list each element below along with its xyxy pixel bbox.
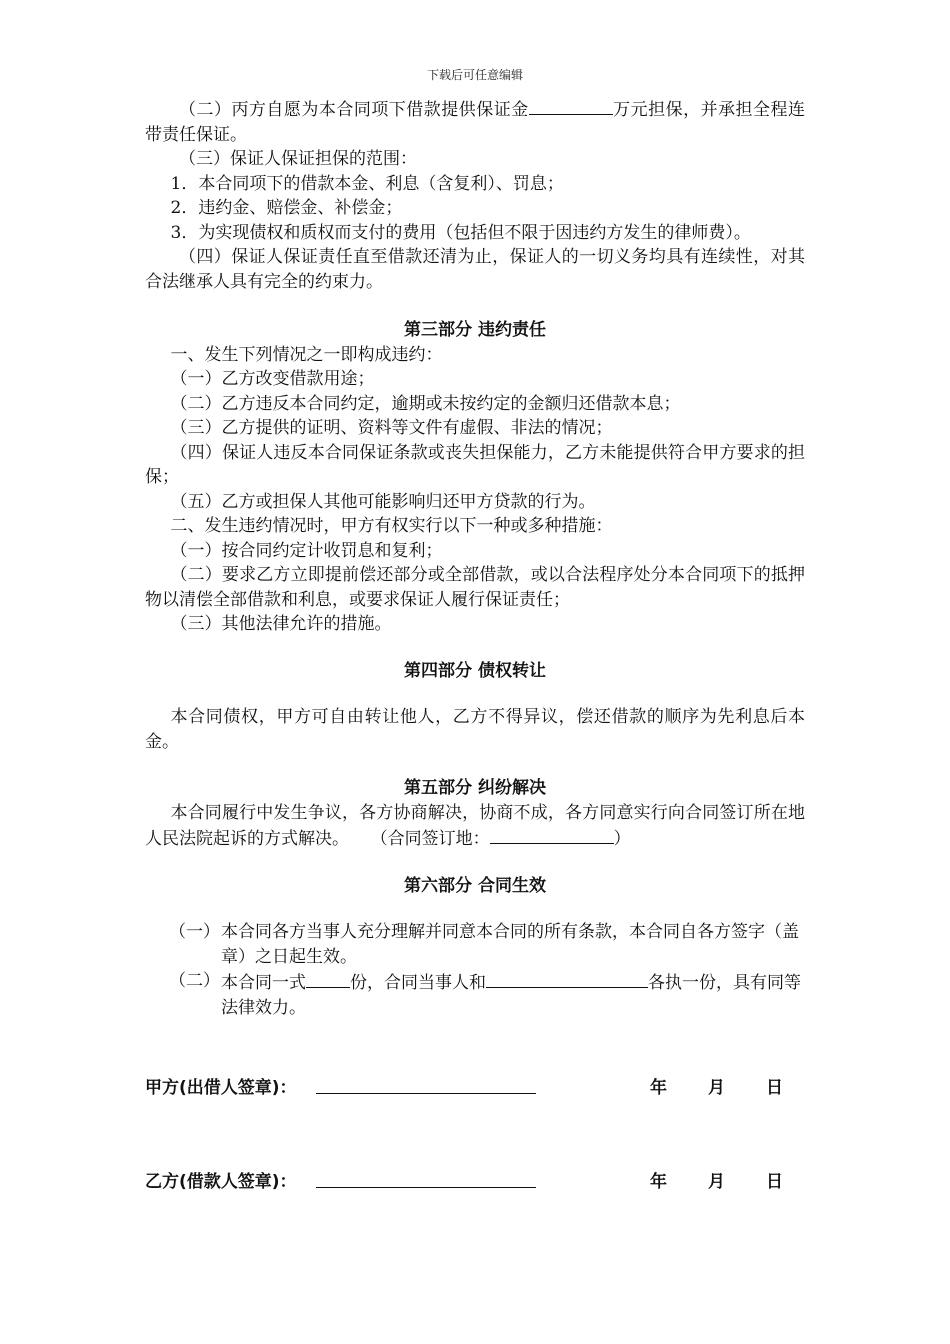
month-label: 月: [708, 1172, 725, 1192]
breach-clause: 一、发生下列情况之一即构成违约：: [170, 344, 443, 365]
party-a-label: 甲方(出借人签章)：: [145, 1078, 297, 1098]
section-5-title: 第五部分 纠纷解决: [404, 778, 546, 798]
effect-clause-2: [145, 969, 805, 1020]
year-label: 年: [650, 1078, 667, 1098]
clause-text: （合同签订地：: [370, 829, 490, 849]
party-b-signature-line[interactable]: [316, 1187, 536, 1188]
scope-item-1: 1．本合同项下的借款本金、利息（含复利）、罚息；: [170, 173, 564, 194]
party-a-signature-line[interactable]: [316, 1093, 536, 1094]
breach-clause: （一）按合同约定计收罚息和复利；: [170, 540, 443, 561]
page-header: 下载后可任意编辑: [426, 68, 523, 82]
scope-item-2: 2．违约金、赔偿金、补偿金；: [170, 198, 403, 218]
breach-clause: （四）保证人违反本合同保证条款或丧失担保能力，乙方未能提供符合甲方要求的担保；: [145, 442, 805, 487]
clause-text: （二）丙方自愿为本合同项下借款提供保证金: [179, 100, 529, 120]
clause-text: 万元担保，并承担全程连带责任保证。: [145, 100, 806, 145]
copies-blank: [306, 969, 350, 988]
clause-text: 各执一份，具有同等法律效力。: [221, 973, 801, 1018]
clause-text: 本合同一式: [221, 973, 306, 993]
breach-clause: （二）要求乙方立即提前偿还部分或全部借款，或以合法程序处分本合同项下的抵押物以清偿全部借款和利息，或要求保证人履行保证责任；: [145, 565, 805, 610]
clause-text: 本合同各方当事人充分理解并同意本合同的所有条款，本合同自各方签字（盖章）之日起生效。: [221, 922, 799, 967]
clause-text: ）: [613, 829, 631, 849]
party-a-signature-row: [145, 1073, 805, 1099]
signing-place-blank: [490, 825, 614, 844]
dispute-clause: [145, 801, 805, 852]
year-label: 年: [650, 1172, 667, 1192]
clause-number: （二）: [169, 971, 220, 991]
breach-clause: （三）其他法律允许的措施。: [170, 614, 392, 634]
breach-clause: （三）乙方提供的证明、资料等文件有虚假、非法的情况；: [170, 418, 613, 438]
party-blank: [486, 969, 648, 988]
party-b-label: 乙方(借款人签章)：: [145, 1172, 297, 1192]
document-body: [145, 96, 805, 1020]
breach-clause: （一）乙方改变借款用途；: [170, 369, 375, 389]
scope-item-3: 3．为实现债权和质权而支付的费用（包括但不限于因违约方发生的律师费）。: [170, 222, 751, 243]
effect-clause-1: [145, 920, 805, 969]
breach-clause: 二、发生违约情况时，甲方有权实行以下一种或多种措施：: [170, 516, 613, 536]
day-label: 日: [766, 1078, 783, 1098]
party-b-signature-row: [145, 1167, 805, 1193]
guarantee-deposit-clause: [145, 96, 805, 147]
section-3-title: 第三部分 违约责任: [404, 320, 546, 340]
guarantee-duration-clause: （四）保证人保证责任直至借款还清为止，保证人的一切义务均具有连续性，对其合法继承人具有完全的约束力。: [145, 247, 805, 292]
clause-text: 本合同履行中发生争议，各方协商解决，协商不成，各方同意实行向合同签订所在地人民法院起诉的方式解决。: [145, 802, 805, 849]
breach-clause: （五）乙方或担保人其他可能影响归还甲方贷款的行为。: [170, 491, 596, 512]
section-4-title: 第四部分 债权转让: [404, 660, 546, 681]
guarantee-scope-clause: （三）保证人保证担保的范围：: [179, 149, 417, 169]
clause-text: 份，合同当事人和: [350, 973, 486, 993]
clause-number: （一）: [169, 922, 220, 942]
breach-clause: （二）乙方违反本合同约定，逾期或未按约定的金额归还借款本息；: [170, 393, 681, 414]
day-label: 日: [766, 1172, 783, 1192]
transfer-clause: 本合同债权，甲方可自由转让他人，乙方不得异议，偿还借款的顺序为先利息后本金。: [145, 707, 805, 752]
month-label: 月: [708, 1078, 725, 1098]
deposit-amount-blank: [529, 96, 613, 115]
section-6-title: 第六部分 合同生效: [404, 875, 546, 896]
